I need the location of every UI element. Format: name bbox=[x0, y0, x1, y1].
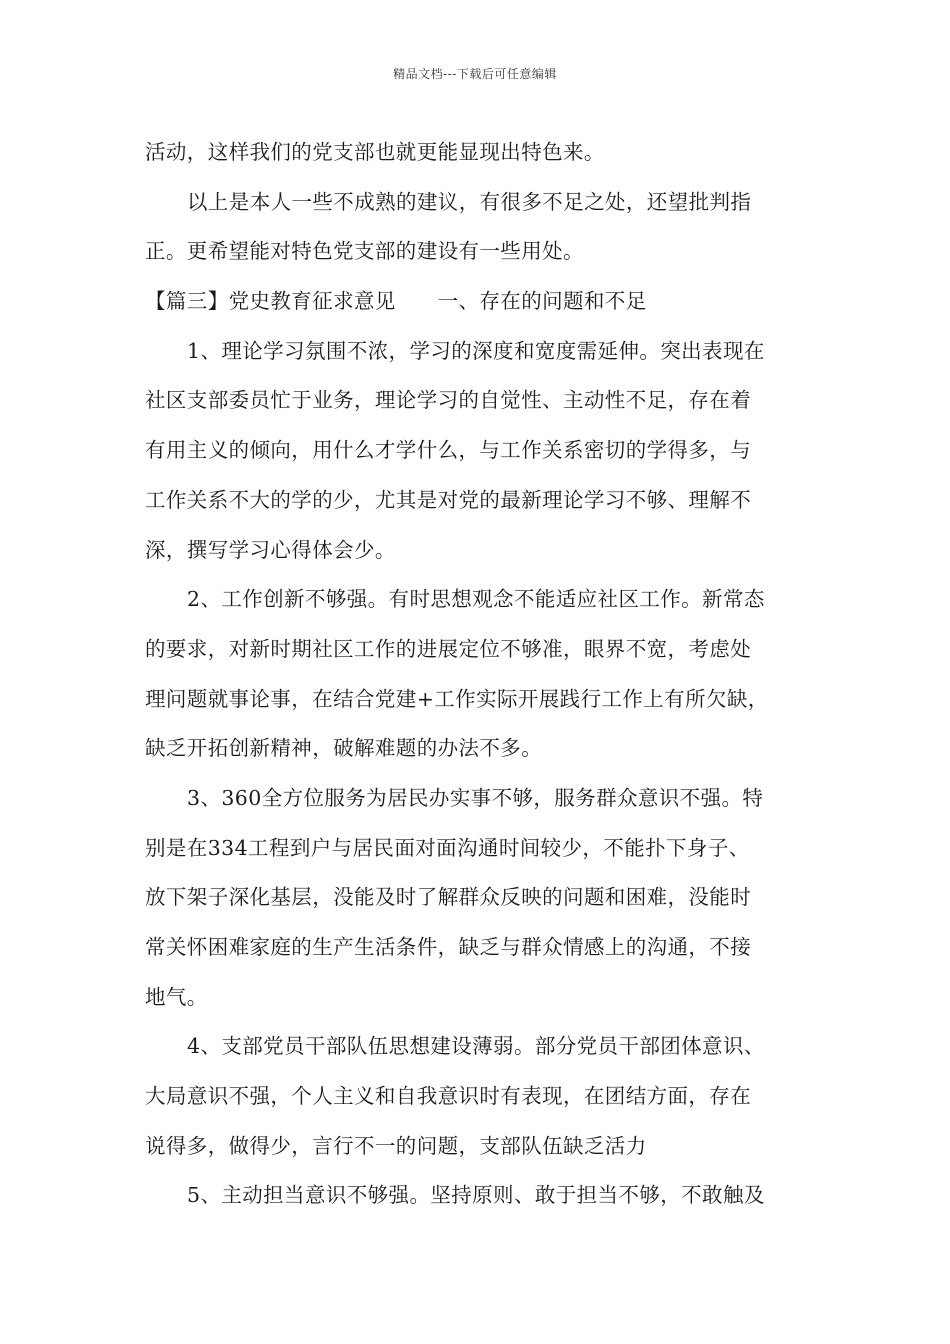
text-line: 放下架子深化基层，没能及时了解群众反映的问题和困难，没能时 bbox=[145, 885, 752, 910]
text-line: 活动，这样我们的党支部也就更能显现出特色来。 bbox=[145, 140, 605, 164]
text-line: 正。更希望能对特色党支部的建设有一些用处。 bbox=[145, 239, 584, 264]
text-line: 深，撰写学习心得体会少。 bbox=[145, 537, 396, 562]
text-line: 说得多，做得少，言行不一的问题，支部队伍缺乏活力 bbox=[145, 1133, 647, 1158]
text-line: 社区支部委员忙于业务，理论学习的自觉性、主动性不足，存在着 bbox=[145, 388, 752, 413]
document-body bbox=[145, 128, 805, 1221]
text-line: 4、支部党员干部队伍思想建设薄弱。部分党员干部团体意识、 bbox=[187, 1034, 765, 1059]
text-line: 理问题就事论事，在结合党建+工作实际开展践行工作上有所欠缺， bbox=[145, 686, 769, 711]
text-line: 5、主动担当意识不够强。坚持原则、敢于担当不够，不敢触及 bbox=[187, 1183, 765, 1208]
text-line: 别是在334工程到户与居民面对面沟通时间较少，不能扑下身子、 bbox=[145, 835, 750, 860]
text-line: 大局意识不强，个人主义和自我意识时有表现，在团结方面，存在 bbox=[145, 1084, 752, 1109]
page-header: 精品文档---下载后可任意编辑 bbox=[393, 67, 557, 81]
text-line: 缺乏开拓创新精神，破解难题的办法不多。 bbox=[145, 736, 543, 761]
text-line: 3、360全方位服务为居民办实事不够，服务群众意识不强。特 bbox=[187, 785, 764, 810]
text-line: 工作关系不大的学的少，尤其是对党的最新理论学习不够、理解不 bbox=[145, 487, 752, 512]
text-line: 常关怀困难家庭的生产生活条件，缺乏与群众情感上的沟通，不接 bbox=[145, 935, 752, 959]
text-line: 的要求，对新时期社区工作的进展定位不够准，眼界不宽，考虑处 bbox=[145, 636, 752, 661]
text-line: 1、理论学习氛围不浓，学习的深度和宽度需延伸。突出表现在 bbox=[187, 338, 765, 363]
text-line: 有用主义的倾向，用什么才学什么，与工作关系密切的学得多，与 bbox=[145, 438, 752, 463]
text-line: 地气。 bbox=[145, 984, 208, 1009]
text-line: 以上是本人一些不成熟的建议，有很多不足之处，还望批判指 bbox=[187, 189, 752, 214]
section-heading: 【篇三】党史教育征求意见 一、存在的问题和不足 bbox=[145, 289, 647, 314]
text-line: 2、工作创新不够强。有时思想观念不能适应社区工作。新常态 bbox=[187, 587, 765, 612]
